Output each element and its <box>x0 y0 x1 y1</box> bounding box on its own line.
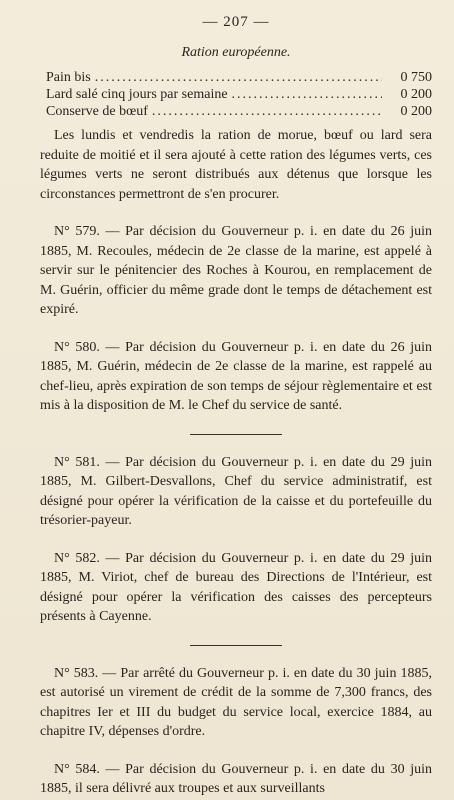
ration-item: Pain bis <box>46 70 91 85</box>
ration-quantity: 0 200 <box>400 104 432 119</box>
section-title: Ration européenne. <box>181 45 291 60</box>
ration-row <box>40 86 432 103</box>
decision-584 <box>40 760 432 799</box>
decision-579 <box>40 222 432 320</box>
ration-item: Conserve de bœuf <box>46 104 148 119</box>
leader-dots <box>95 69 382 86</box>
decision-582 <box>40 549 432 627</box>
section-divider <box>190 645 282 646</box>
decision-583 <box>40 664 432 742</box>
ration-item: Lard salé cinq jours par semaine <box>46 87 228 102</box>
decision-581 <box>40 453 432 531</box>
decision-text: N° 582. — Par décision du Gouverneur p. i. en date du 29 juin 1885, M. Viriot, chef de bureau des Directions de l'Intérieur, est désigné pour opérer la vérification des caisses des percepteurs présents à Cayenne. <box>40 550 432 624</box>
section-divider <box>190 434 282 435</box>
leader-dots <box>152 103 382 120</box>
page-number: — 207 — <box>202 14 270 30</box>
ration-quantity: 0 200 <box>400 87 432 102</box>
intro-paragraph: Les lundis et vendredis la ration de morue, bœuf ou lard sera reduite de moitié et il sera ajouté à cette ration des légumes verts, ces légumes verts ne seront distribués aux détenus que lorsque les circonstances permettront de s'en procurer. <box>40 128 432 202</box>
ration-quantity: 0 750 <box>400 70 432 85</box>
leader-dots <box>232 86 382 103</box>
decision-580 <box>40 338 432 416</box>
decision-text: N° 583. — Par arrêté du Gouverneur p. i. en date du 30 juin 1885, est autorisé un virement de crédit de la somme de 7,300 francs, des chapitres Ier et III du budget du service local, exercice 1884, au chapitre IV, dépenses d'ordre. <box>40 665 432 739</box>
decision-text: N° 580. — Par décision du Gouverneur p. i. en date du 26 juin 1885, M. Guérin, médecin de 2e classe de la marine, est rappelé au chef-lieu, après expiration de son temps de séjour règlementaire et est mis à la disposition de M. le Chef du service de santé. <box>40 339 432 413</box>
decision-text: N° 581. — Par décision du Gouverneur p. i. en date du 29 juin 1885, M. Gilbert-Desvallons, Chef du service administratif, est désigné pour opérer la vérification de la caisse et du portefeuille du trésorier-payeur. <box>40 454 432 528</box>
ration-row <box>40 69 432 86</box>
ration-table <box>40 69 432 120</box>
ration-row <box>40 103 432 120</box>
decision-text: N° 584. — Par décision du Gouverneur p. i. en date du 30 juin 1885, il sera délivré aux troupes et aux surveillants <box>40 761 432 796</box>
decision-text: N° 579. — Par décision du Gouverneur p. i. en date du 26 juin 1885, M. Recoules, médecin de 2e classe de la marine, est appelé à servir sur le pénitencier des Roches à Kourou, en remplacement de M. Guérin, officier du même grade dont le temps de détachement est expiré. <box>40 224 432 317</box>
